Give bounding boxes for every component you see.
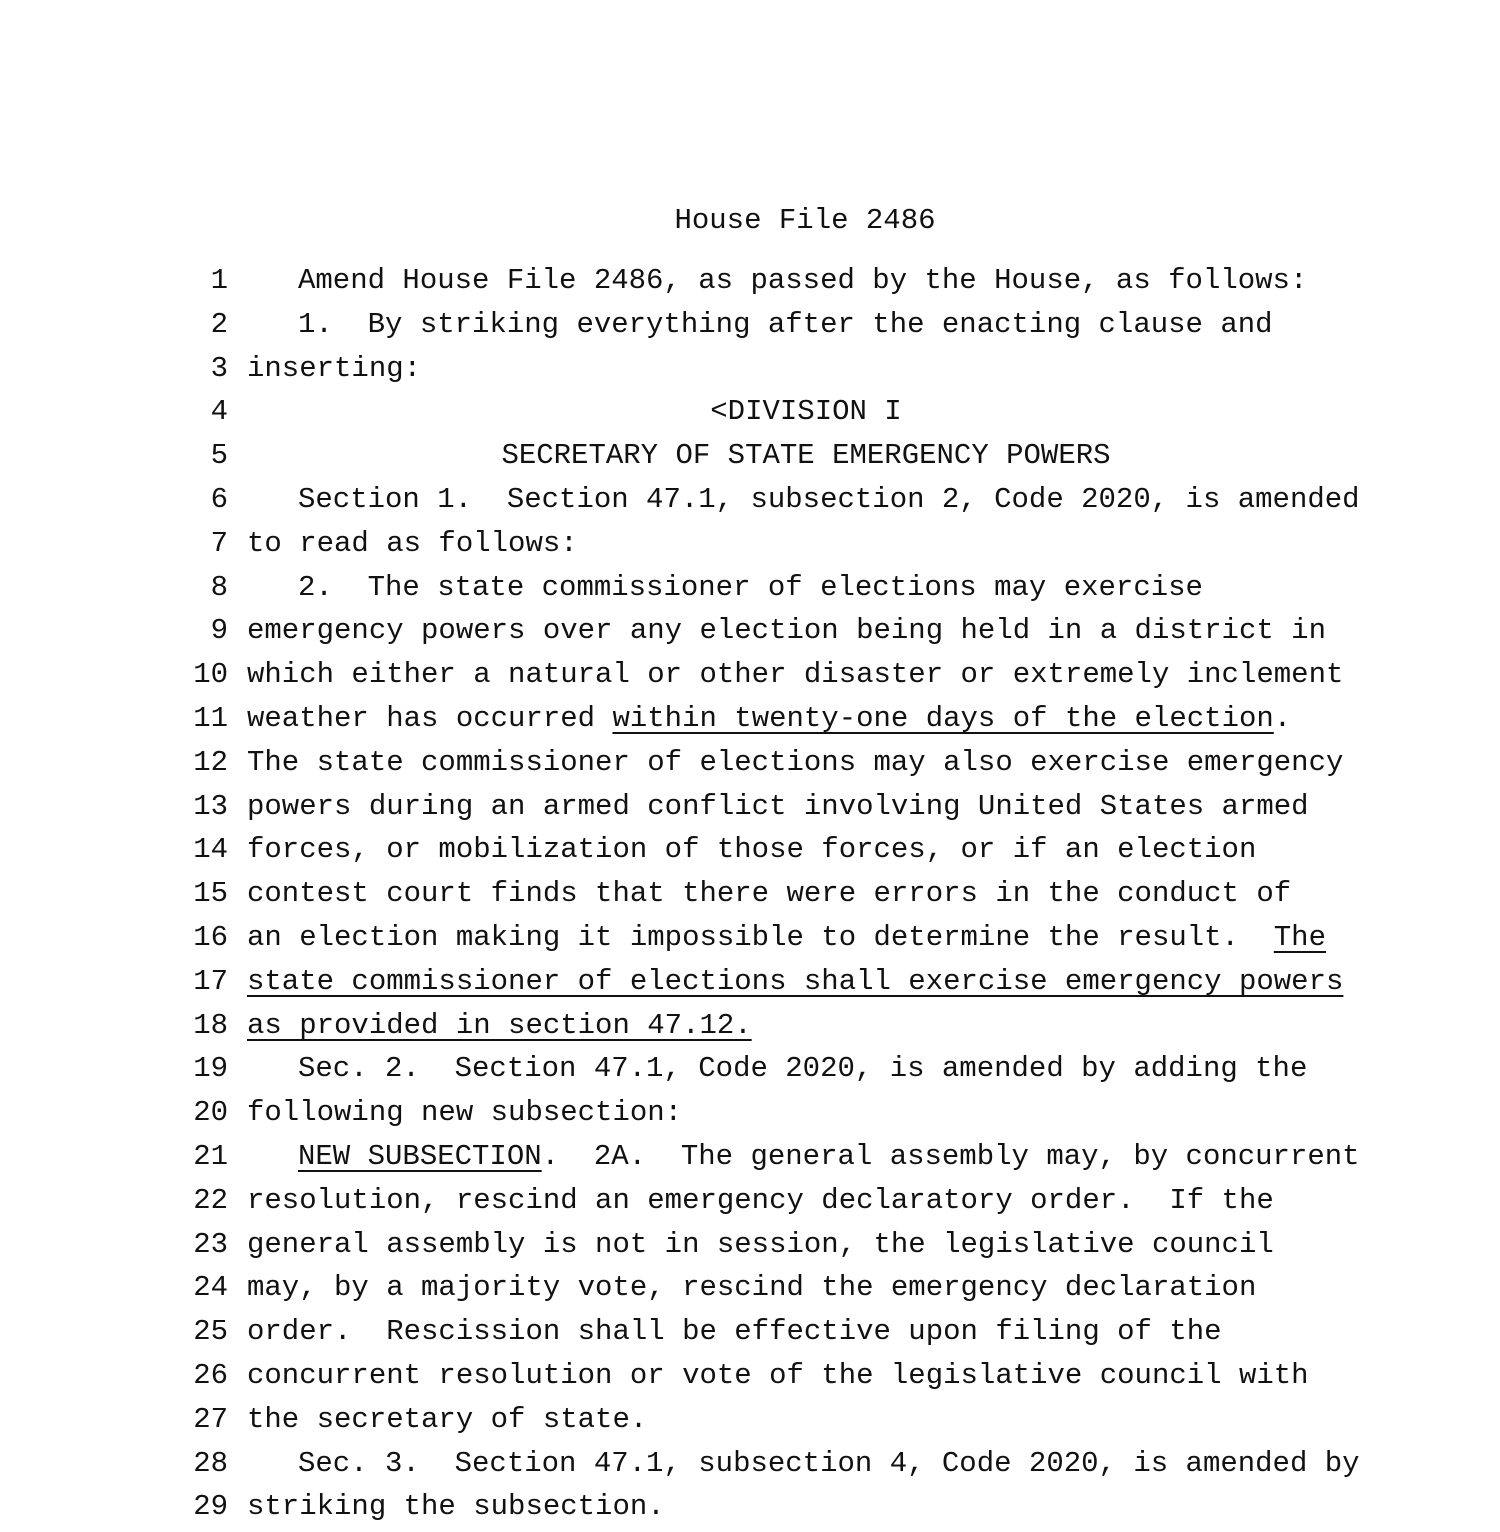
line-number: 14 [193, 833, 228, 867]
line-number: 1 [210, 264, 228, 297]
line-number: 11 [193, 701, 228, 735]
text-segment: <DIVISION I [710, 395, 902, 429]
text-segment: resolution, rescind an emergency declaratory order. If the [247, 1183, 1274, 1217]
bill-line [0, 1269, 1500, 1313]
line-number: 29 [193, 1490, 228, 1524]
line-number: 12 [193, 745, 228, 779]
bill-line [0, 875, 1500, 919]
text-segment: an election making it impossible to determine the result. [247, 920, 1274, 954]
text-segment: 2. The state commissioner of elections may exercise [298, 570, 1203, 604]
line-text [298, 306, 1273, 344]
bill-line [0, 525, 1500, 569]
line-number: 27 [193, 1402, 228, 1436]
text-segment: forces, or mobilization of those forces, or if an election [247, 833, 1257, 867]
line-number: 16 [193, 920, 228, 954]
bill-line [0, 1050, 1500, 1094]
line-number: 18 [193, 1008, 228, 1042]
bill-line [0, 700, 1500, 744]
underlined-text: within twenty-one days of the election [612, 701, 1274, 735]
bill-line [0, 262, 1500, 306]
underlined-text: as provided in section 47.12. [247, 1008, 752, 1042]
text-segment: 1. By striking everything after the enacting clause and [298, 307, 1273, 341]
line-text [298, 1138, 1360, 1176]
line-number: 21 [193, 1139, 228, 1173]
bill-line [0, 963, 1500, 1007]
line-text [298, 262, 1307, 300]
line-text [247, 1182, 1274, 1220]
line-text [247, 875, 1291, 913]
line-number: 20 [193, 1096, 228, 1130]
line-number: 3 [210, 351, 228, 385]
text-segment: may, by a majority vote, rescind the emergency declaration [247, 1271, 1257, 1305]
underlined-text: NEW SUBSECTION [298, 1139, 542, 1173]
line-text [247, 1401, 647, 1439]
line-text [247, 963, 1343, 1001]
text-segment: . 2A. The general assembly may, by concurrent [541, 1139, 1360, 1173]
line-number: 5 [210, 439, 228, 473]
bill-line [0, 919, 1500, 963]
document-body [0, 262, 1500, 1532]
text-segment: Sec. 2. Section 47.1, Code 2020, is amended by adding the [298, 1052, 1308, 1086]
line-number: 24 [193, 1271, 228, 1305]
text-segment: to read as follows: [247, 526, 578, 560]
line-text [247, 1357, 1309, 1395]
bill-line [0, 481, 1500, 525]
bill-line [0, 437, 1500, 481]
line-number: 2 [210, 307, 228, 341]
line-number: 26 [193, 1358, 228, 1392]
text-segment: weather has occurred [247, 701, 613, 735]
line-text [298, 1445, 1360, 1483]
line-number: 17 [193, 964, 228, 998]
text-segment: inserting: [247, 351, 422, 385]
text-segment: striking the subsection. [247, 1490, 665, 1524]
bill-line [0, 612, 1500, 656]
line-text [298, 569, 1203, 607]
bill-line [0, 1488, 1500, 1532]
line-text [247, 437, 1365, 475]
line-text [247, 525, 578, 563]
line-number: 28 [193, 1446, 228, 1480]
line-text [247, 788, 1309, 826]
text-segment: the secretary of state. [247, 1402, 648, 1436]
line-number: 7 [210, 526, 228, 560]
text-segment: SECRETARY OF STATE EMERGENCY POWERS [501, 439, 1111, 473]
text-segment: Sec. 3. Section 47.1, subsection 4, Code 2020, is amended by [298, 1446, 1360, 1480]
bill-line [0, 1313, 1500, 1357]
bill-line [0, 831, 1500, 875]
text-segment: Section 1. Section 47.1, subsection 2, Code 2020, is amended [298, 482, 1360, 516]
bill-line [0, 1445, 1500, 1489]
line-number: 25 [193, 1315, 228, 1349]
line-text [247, 393, 1365, 431]
line-number: 6 [210, 482, 228, 516]
text-segment: The state commissioner of elections may also exercise emergency [247, 745, 1344, 779]
line-text [247, 350, 421, 388]
text-segment: powers during an armed conflict involving United States armed [247, 789, 1309, 823]
underlined-text: The [1273, 920, 1326, 954]
line-number: 4 [210, 395, 228, 429]
line-number: 13 [193, 789, 228, 823]
line-text [247, 1269, 1256, 1307]
text-segment: following new subsection: [247, 1096, 683, 1130]
line-number: 15 [193, 877, 228, 911]
bill-line [0, 1094, 1500, 1138]
line-text [247, 1094, 682, 1132]
line-text [247, 919, 1326, 957]
bill-line [0, 393, 1500, 437]
bill-line [0, 1226, 1500, 1270]
bill-line [0, 656, 1500, 700]
text-segment: Amend House File 2486, as passed by the House, as follows: [298, 264, 1308, 297]
text-segment: order. Rescission shall be effective upon filing of the [247, 1315, 1222, 1349]
text-segment: concurrent resolution or vote of the legislative council with [247, 1358, 1309, 1392]
line-text [247, 656, 1343, 694]
line-text [298, 1050, 1307, 1088]
text-segment: which either a natural or other disaster or extremely inclement [247, 658, 1344, 692]
text-segment: . [1273, 701, 1292, 735]
bill-line [0, 350, 1500, 394]
line-text [298, 481, 1360, 519]
line-number: 9 [210, 614, 228, 648]
line-number: 8 [210, 570, 228, 604]
bill-line [0, 569, 1500, 613]
text-segment: contest court finds that there were errors in the conduct of [247, 877, 1292, 911]
underlined-text: state commissioner of elections shall exercise emergency powers [247, 964, 1344, 998]
bill-line [0, 1401, 1500, 1445]
line-number: 19 [193, 1052, 228, 1086]
line-text [247, 612, 1326, 650]
bill-line [0, 1357, 1500, 1401]
line-text [247, 700, 1291, 738]
line-text [247, 744, 1343, 782]
line-number: 10 [193, 658, 228, 692]
bill-line [0, 788, 1500, 832]
line-text [247, 1313, 1222, 1351]
document-title: House File 2486 [674, 204, 936, 237]
bill-line [0, 1138, 1500, 1182]
bill-line [0, 306, 1500, 350]
bill-line [0, 744, 1500, 788]
line-number: 23 [193, 1227, 228, 1261]
text-segment: general assembly is not in session, the legislative council [247, 1227, 1274, 1261]
line-text [247, 1226, 1274, 1264]
line-text [247, 1007, 752, 1045]
line-text [247, 1488, 665, 1526]
text-segment: emergency powers over any election being held in a district in [247, 614, 1326, 648]
bill-line [0, 1182, 1500, 1226]
bill-line [0, 1007, 1500, 1051]
line-text [247, 831, 1256, 869]
line-number: 22 [193, 1183, 228, 1217]
